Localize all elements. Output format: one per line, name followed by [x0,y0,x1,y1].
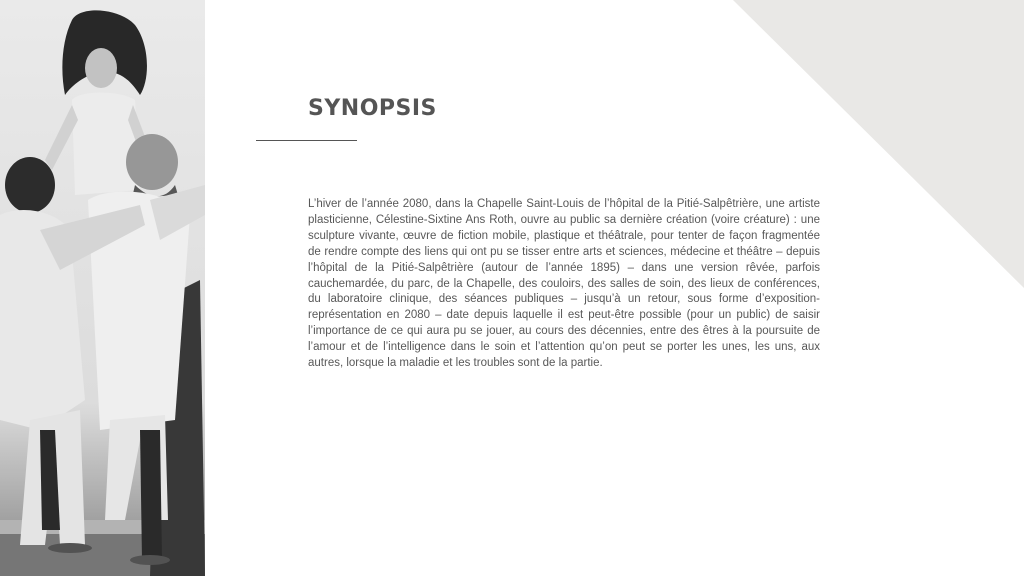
dancers-photo [0,0,205,576]
synopsis-paragraph: L’hiver de l’année 2080, dans la Chapelle Saint-Louis de l’hôpital de la Pitié-Salpêtrière, une artiste plasticienne, Célestine-Sixtine Ans Roth, ouvre au public sa dernière création (voire créature) : une sculpture vivante, œuvre de fiction mobile, plastique et théâtrale, pour tenter de façon fragmentée de rendre compte des liens qui ont pu se tisser entre arts et sciences, médecine et théâtre – depuis l’hôpital de la Pitié-Salpêtrière (autour de l’année 1895) – dans une version rêvée, parfois cauchemardée, du parc, de la Chapelle, des couloirs, des salles de soin, des lieux de conférences, du laboratoire clinique, des séances publiques – jusqu’à un retour, sous forme d’exposition-représentation en 2080 – date depuis laquelle il est peut-être possible (pour un public) de saisir l’importance de ce qui aura pu se jouer, au cours des décennies, entre des êtres à la poursuite de l’amour et de l’intelligence dans le soin et l’attention qu’on peut se porter les unes, les uns, aux autres, lorsque la maladie et les troubles sont de la partie. [308,198,820,370]
dancers-photo-illustration [0,0,205,576]
page-title: SYNOPSIS [308,96,437,121]
title-divider [256,140,357,141]
